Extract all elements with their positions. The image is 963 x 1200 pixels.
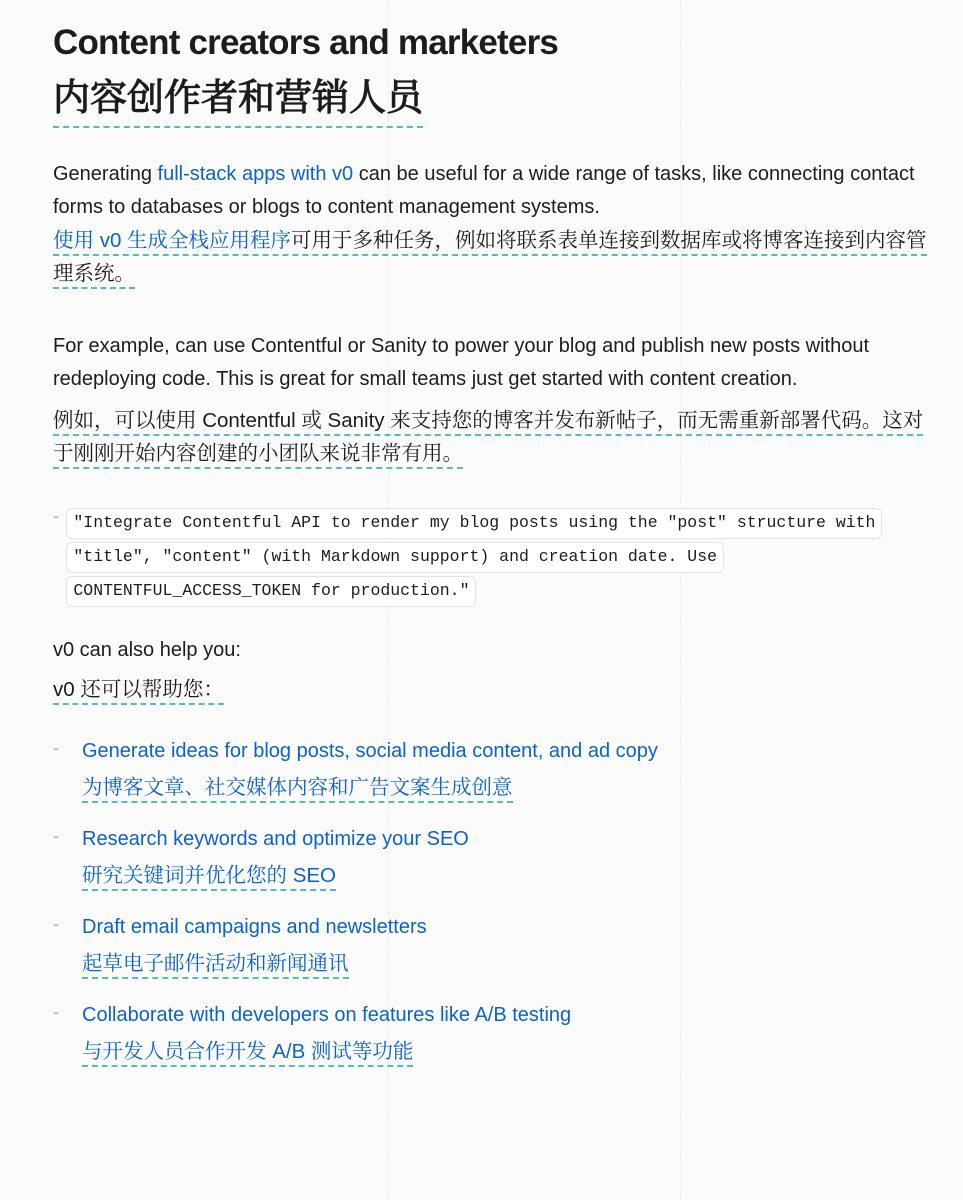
bullet: - — [53, 914, 59, 934]
list-item-translation[interactable]: 为博客文章、社交媒体内容和广告文案生成创意 — [82, 776, 513, 803]
list-item-translation[interactable]: 与开发人员合作开发 A/B 测试等功能 — [82, 1040, 413, 1067]
list-item-translation[interactable]: 研究关键词并优化您的 SEO — [82, 864, 336, 891]
list-item-text[interactable]: Collaborate with developers on features like A/B testing — [82, 1004, 572, 1026]
code-prompt — [66, 506, 933, 608]
full-stack-apps-link[interactable]: full-stack apps with v0 — [157, 163, 354, 185]
list-item — [53, 1000, 933, 1074]
list-item-text[interactable]: Generate ideas for blog posts, social media content, and ad copy — [82, 740, 658, 762]
bullet: - — [53, 1002, 59, 1022]
page-title: Content creators and marketers — [53, 23, 559, 62]
full-stack-apps-link-zh[interactable]: 使用 v0 生成全栈应用程序 — [53, 229, 292, 252]
code-text: "Integrate Contentful API to render my blog posts using the "post" structure with "title", "content" (with Markdown support) and creation date. Use CONTENTFUL_ACCESS_TOKEN for production." — [66, 508, 882, 607]
paragraph-2-translation — [53, 404, 933, 470]
paragraph-2: For example, can use Contentful or Sanity to power your blog and publish new posts without redeploying code. This is great for small teams just get started with content creation. — [53, 335, 870, 390]
text: v0 还可以帮助您： — [53, 678, 224, 705]
bullet: - — [53, 506, 59, 526]
list-item-translation[interactable]: 起草电子邮件活动和新闻通讯 — [82, 952, 349, 979]
list-item — [53, 824, 933, 898]
page-title-translation: 内容创作者和营销人员 — [53, 72, 423, 128]
code-list-item — [53, 506, 933, 608]
bullet: - — [53, 738, 59, 758]
help-text-translation — [53, 673, 933, 706]
article — [53, 20, 933, 1088]
list-item — [53, 736, 933, 810]
text: 例如，可以使用 Contentful 或 Sanity 来支持您的博客并发布新帖子，而无需重新部署代码。这对于刚刚开始内容创建的小团队来说非常有用。 — [53, 409, 923, 469]
bullet: - — [53, 826, 59, 846]
text: can be useful for a wide range of tasks, like connecting contact forms to databases or blogs to content management systems. — [53, 163, 915, 218]
text: 可用于多种任务，例如将联系表单连接到数据库或将博客连接到内容管理系统。 — [53, 229, 927, 285]
text: Generating — [53, 163, 158, 185]
help-list — [53, 736, 933, 1074]
help-text: v0 can also help you: — [53, 639, 241, 661]
paragraph-1 — [53, 158, 933, 224]
list-item-text[interactable]: Research keywords and optimize your SEO — [82, 828, 469, 850]
list-item-text[interactable]: Draft email campaigns and newsletters — [82, 916, 427, 938]
list-item — [53, 912, 933, 986]
paragraph-1-translation — [53, 224, 933, 290]
